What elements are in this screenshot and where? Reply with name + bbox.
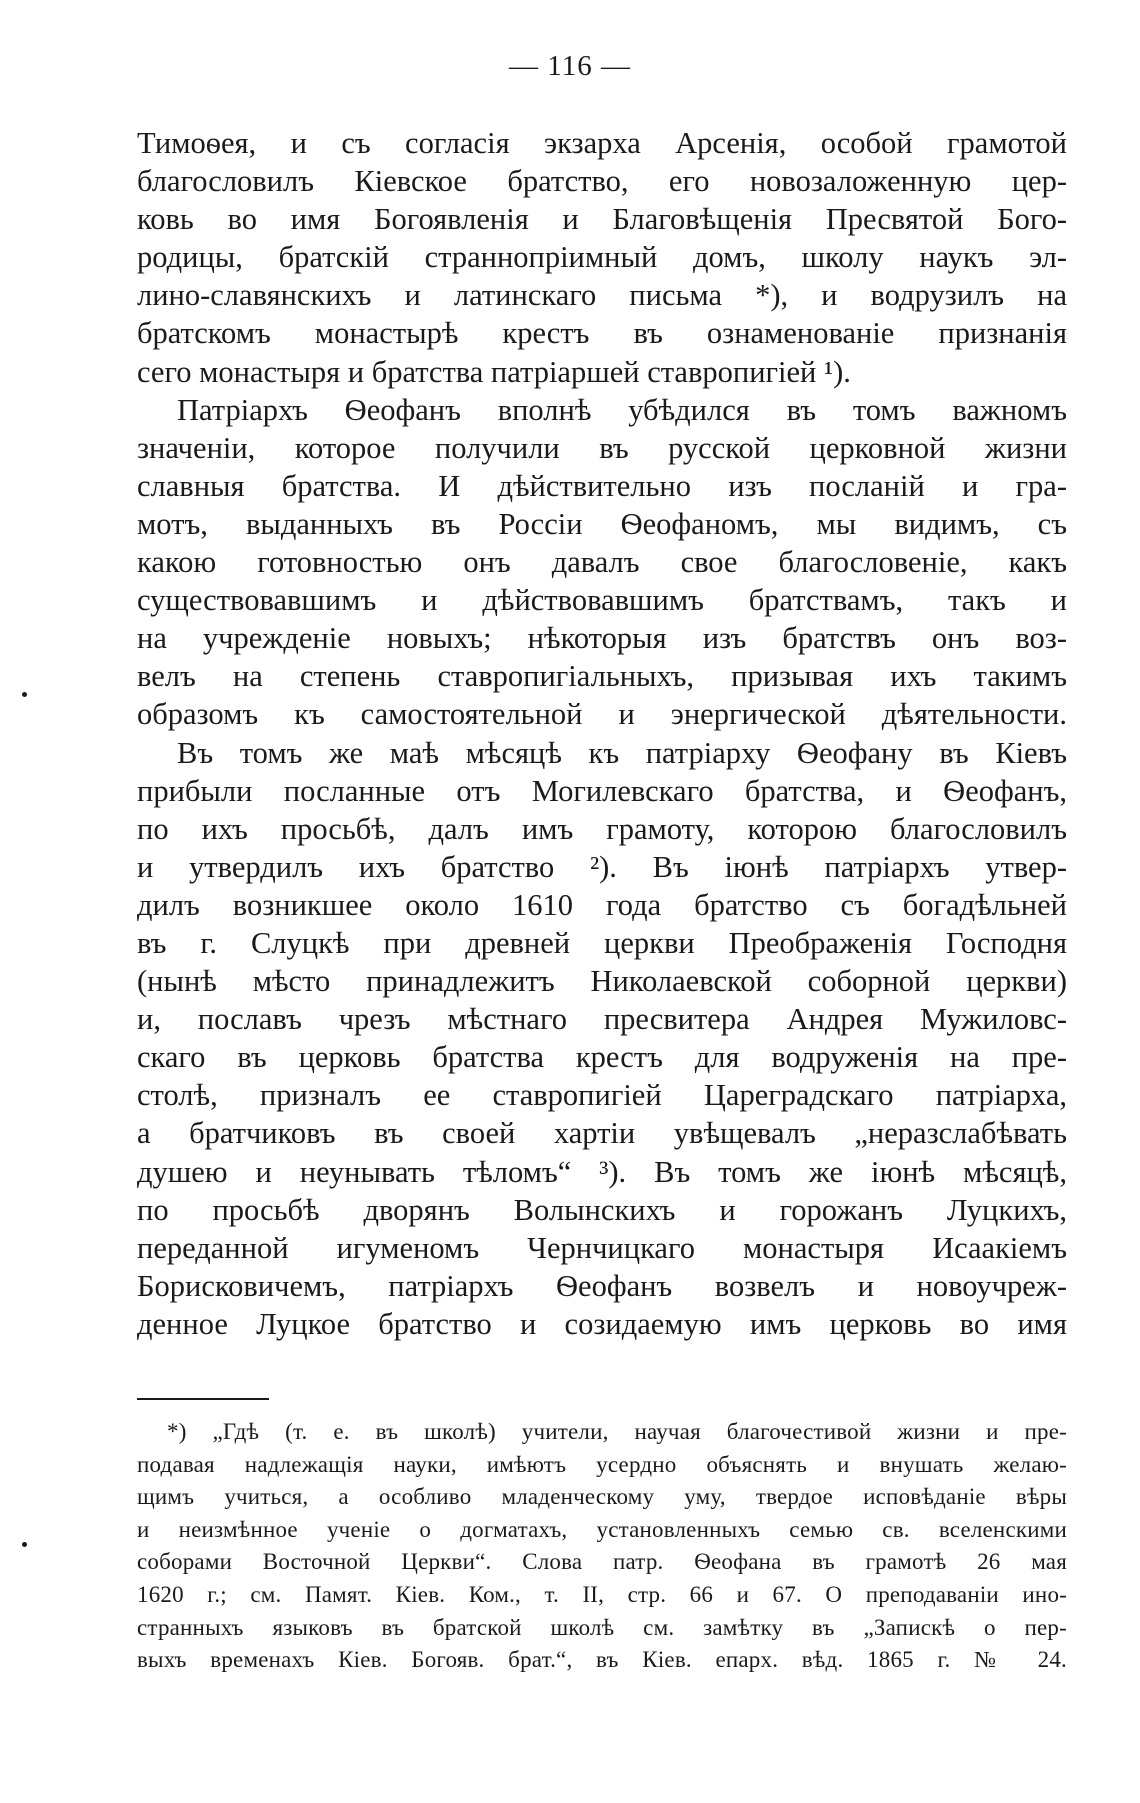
text-line: душею и неунывать тѣломъ“ ³). Въ томъ же іюнѣ мѣсяцѣ, xyxy=(137,1154,1067,1189)
text-line: денное Луцкое братство и созидаемую имъ церковь во имя xyxy=(137,1306,1067,1341)
text-line: лино-славянскихъ и латинскаго письма *), и водрузилъ на xyxy=(137,278,1067,313)
footnote-line: выхъ временахъ Кіев. Богояв. брат.“, въ Кіев. епарх. вѣд. 1865 г. № 24. xyxy=(137,1647,1067,1673)
footnote-divider xyxy=(137,1398,269,1400)
text-line: Борисковичемъ, патріархъ Ѳеофанъ возвелъ и новоучреж- xyxy=(137,1268,1067,1303)
text-line: мотъ, выданныхъ въ Россіи Ѳеофаномъ, мы видимъ, съ xyxy=(137,506,1067,541)
text-line: прибыли посланные отъ Могилевскаго братства, и Ѳеофанъ, xyxy=(137,773,1067,808)
text-line: по ихъ просьбѣ, далъ имъ грамоту, которою благословилъ xyxy=(137,811,1067,846)
footnote-line: щимъ учиться, а особливо младенческому уму, твердое исповѣданіе вѣры xyxy=(137,1484,1067,1510)
footnote-line: 1620 г.; см. Памят. Кіев. Ком., т. II, стр. 66 и 67. О преподаваніи ино- xyxy=(137,1581,1067,1607)
text-line: значеніи, которое получили въ русской церковной жизни xyxy=(137,430,1067,465)
text-line: славныя братства. И дѣйствительно изъ посланій и гра- xyxy=(137,468,1067,503)
text-line: на учрежденіе новыхъ; нѣкоторыя изъ братствъ онъ воз- xyxy=(137,621,1067,656)
margin-mark xyxy=(22,692,27,697)
text-line: родицы, братскій страннопріимный домъ, школу наукъ эл- xyxy=(137,240,1067,275)
text-line: скаго въ церковь братства крестъ для водруженія на пре- xyxy=(137,1040,1067,1075)
text-line: существовавшимъ и дѣйствовавшимъ братствамъ, такъ и xyxy=(137,583,1067,618)
footnote-line: соборами Восточной Церкви“. Слова патр. Ѳеофана въ грамотѣ 26 мая xyxy=(137,1549,1067,1575)
footnote-line: странныхъ языковъ въ братской школѣ см. замѣтку въ „Запискѣ о пер- xyxy=(137,1614,1067,1640)
margin-mark xyxy=(22,1542,27,1547)
text-line: столѣ, призналъ ее ставропигіей Цареградскаго патріарха, xyxy=(137,1078,1067,1113)
footnote-line: *) „Гдѣ (т. е. въ школѣ) учители, научая благочестивой жизни и пре- xyxy=(167,1419,1067,1444)
text-line: по просьбѣ дворянъ Волынскихъ и горожанъ Луцкихъ, xyxy=(137,1192,1067,1227)
text-line: (нынѣ мѣсто принадлежитъ Николаевской соборной церкви) xyxy=(137,964,1067,999)
text-line: братскомъ монастырѣ крестъ въ ознаменованіе признанія xyxy=(137,316,1067,351)
text-line: велъ на степень ставропигіальныхъ, призывая ихъ такимъ xyxy=(137,659,1067,694)
text-line: въ г. Слуцкѣ при древней церкви Преображенія Господня xyxy=(137,925,1067,960)
text-line: и, пославъ чрезъ мѣстнаго пресвитера Андрея Мужиловс- xyxy=(137,1002,1067,1037)
footnotes xyxy=(137,1416,1067,1677)
text-line: переданной игуменомъ Чернчицкаго монастыря Исаакіемъ xyxy=(137,1230,1067,1265)
text-line: какою готовностью онъ давалъ свое благословеніе, какъ xyxy=(137,545,1067,580)
text-line: Тимоѳея, и съ согласія экзарха Арсенія, особой грамотой xyxy=(137,126,1067,160)
footnote-line: и неизмѣнное ученіе о догматахъ, установленныхъ семью св. вселенскими xyxy=(137,1516,1067,1542)
text-line: Патріархъ Ѳеофанъ вполнѣ убѣдился въ томъ важномъ xyxy=(177,392,1067,427)
footnote-line: подавая надлежащія науки, имѣютъ усердно объяснять и внушать желаю- xyxy=(137,1451,1067,1477)
text-line: Въ томъ же маѣ мѣсяцѣ къ патріарху Ѳеофану въ Кіевъ xyxy=(177,735,1067,770)
page-number: — 116 — xyxy=(509,50,631,82)
text-line: дилъ возникшее около 1610 года братство съ богадѣльней xyxy=(137,887,1067,922)
text-line: образомъ къ самостоятельной и энергической дѣятельности. xyxy=(137,697,1067,732)
text-line: а братчиковъ въ своей хартіи увѣщевалъ „неразслабѣвать xyxy=(137,1116,1067,1151)
text-line: и утвердилъ ихъ братство ²). Въ іюнѣ патріархъ утвер- xyxy=(137,849,1067,884)
text-line: сего монастыря и братства патріаршей ставропигіей ¹). xyxy=(137,354,851,389)
body-text xyxy=(137,124,1067,1343)
text-line: ковь во имя Богоявленія и Благовѣщенія Пресвятой Бого- xyxy=(137,202,1067,237)
text-line: благословилъ Кіевское братство, его новозаложенную цер- xyxy=(137,164,1067,199)
